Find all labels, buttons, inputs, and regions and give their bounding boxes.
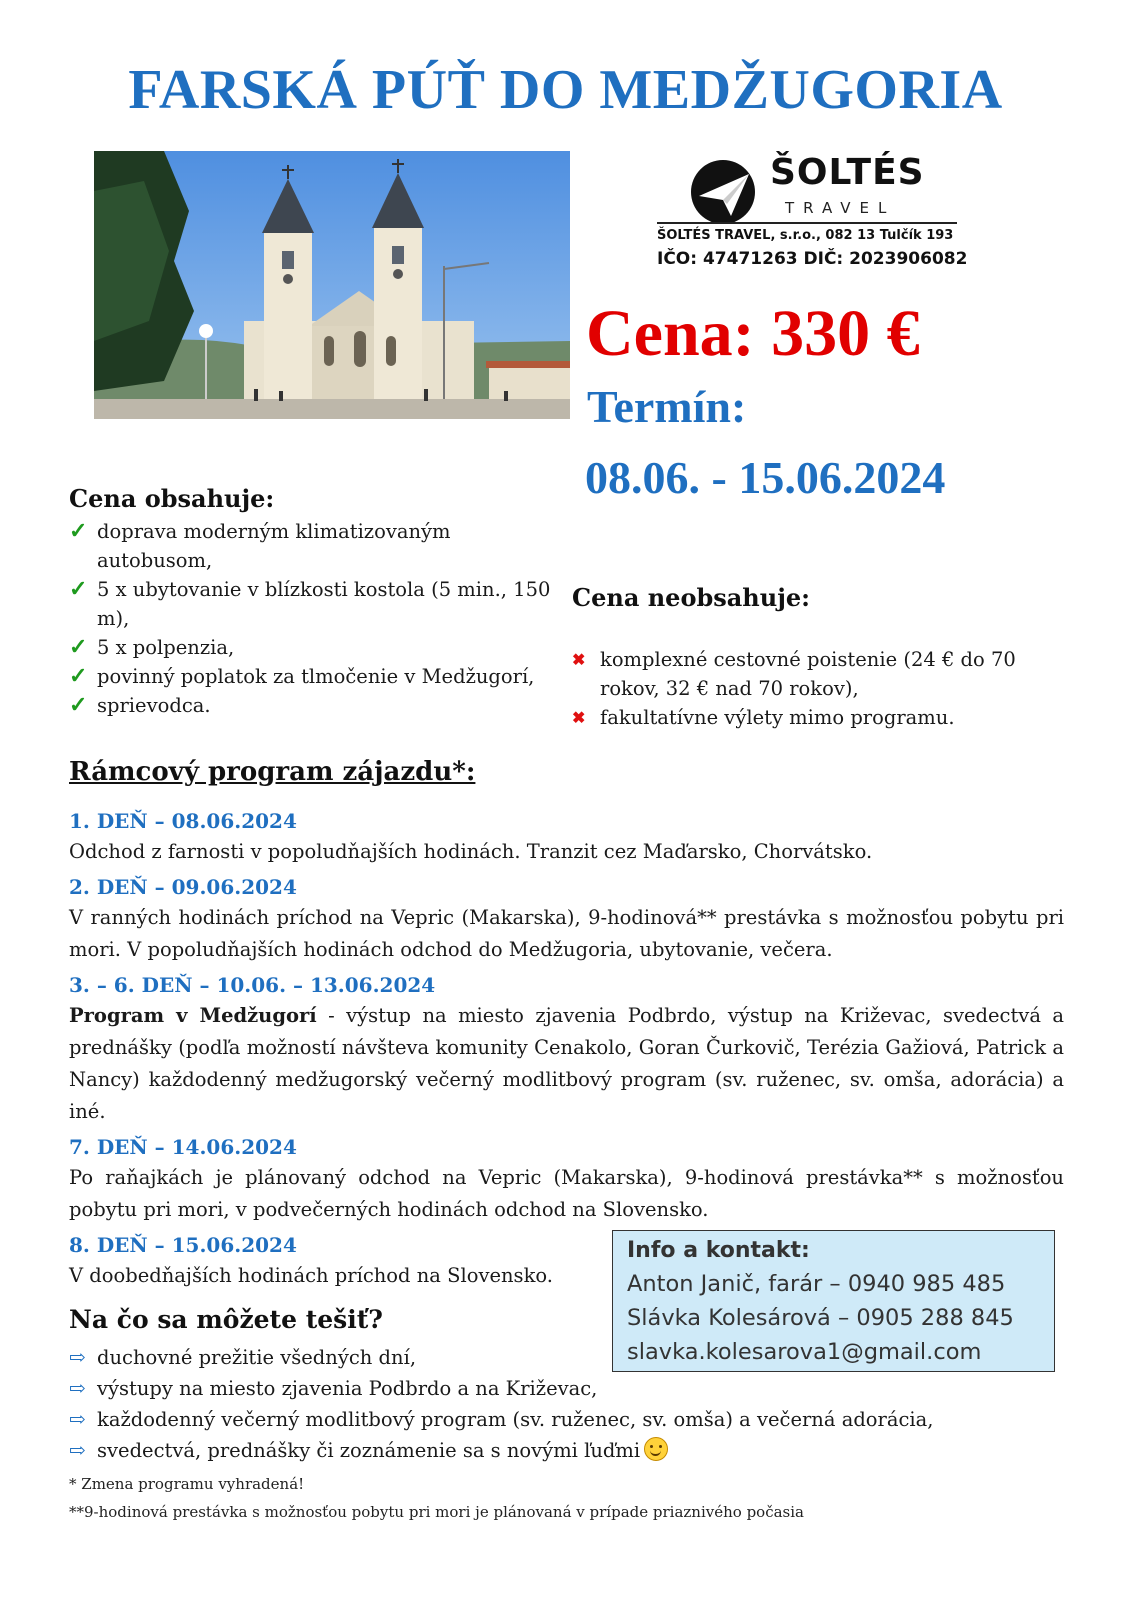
arrow-right-icon: ⇨ — [69, 1345, 86, 1369]
contact-email[interactable]: slavka.kolesarova1@gmail.com — [627, 1339, 982, 1365]
day-bold-lead: Program v Medžugorí — [69, 1004, 317, 1027]
logo-name: ŠOLTÉS — [770, 152, 925, 193]
logo-address: ŠOLTÉS TRAVEL, s.r.o., 082 13 Tulčík 193 — [657, 228, 954, 243]
day-text: Program v Medžugorí - výstup na miesto zjavenia Podbrdo, výstup na Križevac, svedectvá a prednášky (podľa možností návšteva komunity Cenakolo, Goran Čurkovič, Terézia Gažiová, Patrick a Nancy) každodenný medžugorský večerný modlitbový program (sv. ruženec, sv. omša, adorácia) a iné. — [69, 1004, 1065, 1123]
logo-subtitle: TRAVEL — [785, 199, 896, 217]
benefits-heading: Na čo sa môžete tešiť? — [69, 1305, 383, 1334]
list-item: ⇨ výstupy na miesto zjavenia Podbrdo a na Križevac, — [69, 1373, 1049, 1404]
list-item: ✓ doprava moderným klimatizovaným autobusom, — [69, 518, 451, 572]
day-text: Odchod z farnosti v popoludňajších hodinách. Tranzit cez Maďarsko, Chorvátsko. — [69, 840, 873, 863]
list-item: ⇨ každodenný večerný modlitbový program (sv. ruženec, sv. omša) a večerná adorácia, — [69, 1404, 1049, 1435]
footnote: **9-hodinová prestávka s možnosťou pobytu pri mori je plánovaná v prípade priaznivého počasia — [69, 1503, 804, 1521]
arrow-right-icon: ⇨ — [69, 1438, 86, 1462]
check-icon: ✓ — [69, 518, 88, 544]
contact-line: Anton Janič, farár – 0940 985 485 — [627, 1271, 1006, 1297]
benefits-list — [69, 1342, 1049, 1466]
program-heading: Rámcový program zájazdu*: — [69, 757, 476, 787]
arrow-right-icon: ⇨ — [69, 1407, 86, 1431]
list-item: ⇨ svedectvá, prednášky či zoznámenie sa s novými ľuďmi — [69, 1435, 1049, 1466]
list-item: ✖ fakultatívne výlety mimo programu. — [572, 703, 1042, 732]
logo-divider — [657, 222, 957, 224]
check-icon: ✓ — [69, 634, 88, 660]
cross-icon: ✖ — [572, 650, 586, 669]
includes-heading: Cena obsahuje: — [69, 484, 275, 513]
day-text: V doobedňajších hodinách príchod na Slovensko. — [69, 1264, 553, 1287]
excludes-list — [572, 645, 1042, 732]
page-title: FARSKÁ PÚŤ DO MEDŽUGORIA — [128, 59, 1003, 121]
includes-list — [69, 517, 569, 720]
logo-company-ids: IČO: 47471263 DIČ: 2023906082 — [657, 249, 968, 269]
term-label: Termín: — [587, 381, 747, 432]
day-title: 7. DEŇ – 14.06.2024 — [69, 1135, 297, 1159]
program — [69, 802, 1064, 1292]
check-icon: ✓ — [69, 576, 88, 602]
arrow-right-icon: ⇨ — [69, 1376, 86, 1400]
list-item: ✓ 5 x polpenzia, — [69, 634, 235, 660]
price: Cena: 330 € — [586, 297, 920, 370]
contact-line: Slávka Kolesárová – 0905 288 845 — [627, 1305, 1014, 1331]
list-item: ✓ 5 x ubytovanie v blízkosti kostola (5 min., 150 m), — [69, 576, 551, 630]
day-title: 3. – 6. DEŇ – 10.06. – 13.06.2024 — [69, 973, 436, 997]
check-icon: ✓ — [69, 663, 88, 689]
smiley-icon — [644, 1437, 668, 1461]
day-text: Po raňajkách je plánovaný odchod na Vepric (Makarska), 9-hodinová prestávka** s možnosťou pobytu pri mori, v podvečerných hodinách odchod na Slovensko. — [69, 1166, 1064, 1221]
day-title: 2. DEŇ – 09.06.2024 — [69, 875, 297, 899]
day-text: V ranných hodinách príchod na Vepric (Makarska), 9-hodinová** prestávka s možnosťou pobytu pri mori. V popoludňajších hodinách odchod do Medžugoria, ubytovanie, večera. — [69, 906, 1064, 961]
day-title: 1. DEŇ – 08.06.2024 — [69, 809, 297, 833]
cross-icon: ✖ — [572, 708, 586, 727]
excludes-heading: Cena neobsahuje: — [572, 583, 811, 612]
check-icon: ✓ — [69, 692, 88, 718]
list-item: ✓ sprievodca. — [69, 692, 211, 718]
term-dates: 08.06. - 15.06.2024 — [585, 452, 946, 503]
list-item: ✖ komplexné cestovné poistenie (24 € do 70 rokov, 32 € nad 70 rokov), — [572, 645, 1042, 703]
list-item: ⇨ duchovné prežitie všedných dní, — [69, 1342, 1049, 1373]
footnote: * Zmena programu vyhradená! — [69, 1475, 305, 1493]
list-item: ✓ povinný poplatok za tlmočenie v Medžugorí, — [69, 663, 535, 689]
church-photo — [94, 151, 570, 419]
day-title: 8. DEŇ – 15.06.2024 — [69, 1233, 297, 1257]
contact-heading: Info a kontakt: — [627, 1238, 810, 1263]
